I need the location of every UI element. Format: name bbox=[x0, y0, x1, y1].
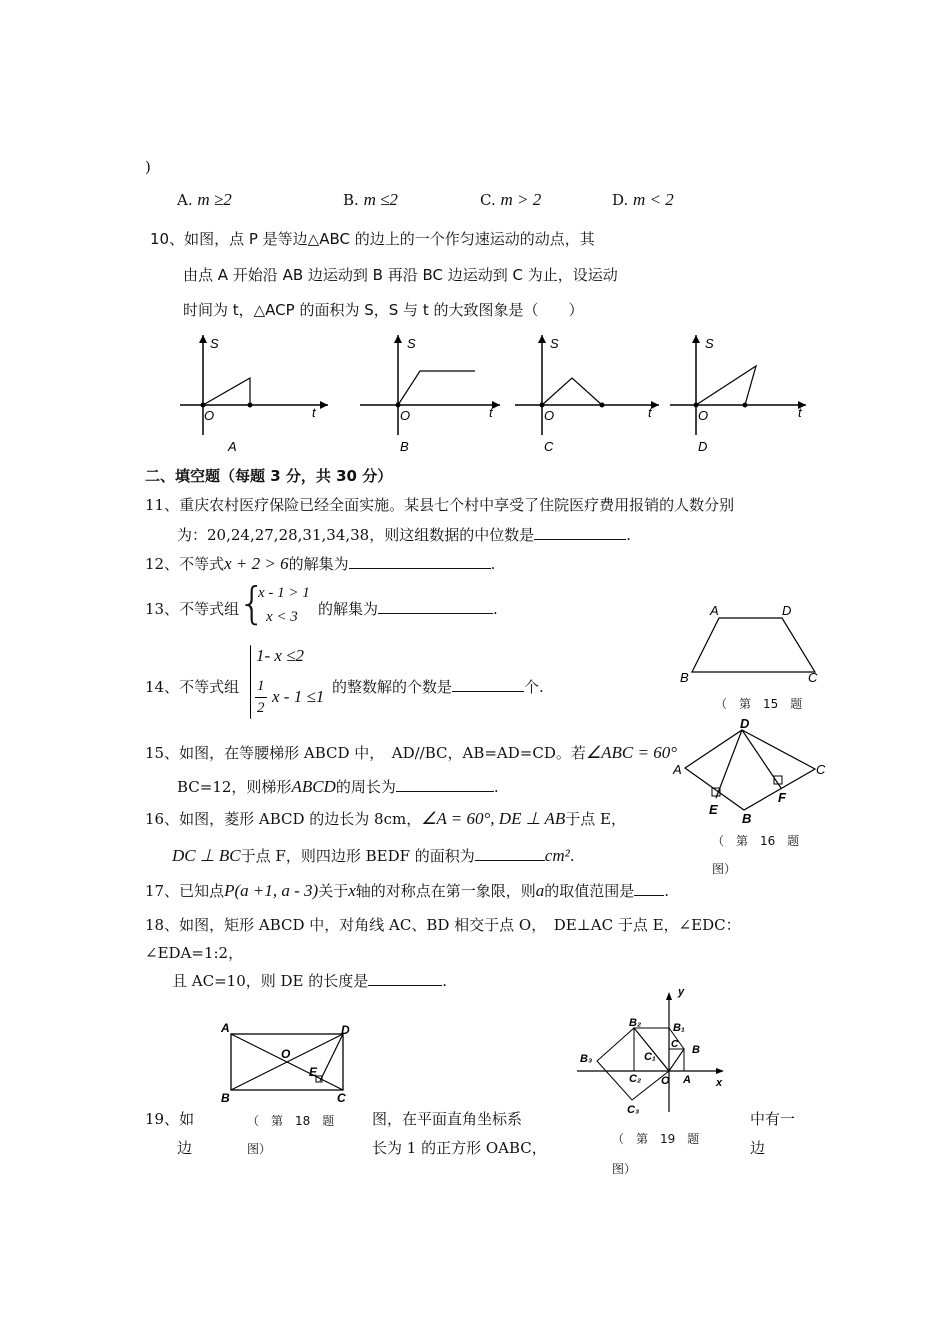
choice-label: B bbox=[400, 439, 409, 454]
svg-text:B: B bbox=[680, 670, 689, 685]
q14-row1: 1- x ≤2 bbox=[256, 646, 305, 665]
answer-blank[interactable] bbox=[396, 777, 494, 792]
caption-fig16: （ 第 16 题 bbox=[712, 834, 800, 848]
q18-line1: 18、如图，矩形 ABCD 中，对角线 AC、BD 相交于点 O， DE⊥AC 于点 E，∠EDC： bbox=[145, 916, 741, 934]
origin-label: O bbox=[698, 408, 709, 423]
q16-line1: 16、如图，菱形 ABCD 的边长为 8cm，∠A = 60°, DE ⊥ AB于点 E， bbox=[145, 809, 626, 828]
answer-blank[interactable] bbox=[534, 525, 626, 540]
q13-row2: x < 3 bbox=[266, 609, 298, 625]
svg-text:O: O bbox=[281, 1047, 291, 1061]
q12: 12、不等式x + 2 > 6的解集为 . bbox=[145, 554, 496, 573]
q17: 17、已知点P(a +1, a - 3)关于x轴的对称点在第一象限，则a的取值范围是 . bbox=[145, 881, 670, 900]
s-label: S bbox=[210, 336, 219, 351]
svg-text:D: D bbox=[782, 603, 792, 618]
svg-text:B: B bbox=[692, 1044, 700, 1056]
q10-line2: 由点 A 开始沿 AB 边运动到 B 再沿 BC 边运动到 C 为止，设运动 bbox=[183, 266, 618, 284]
graph-a bbox=[170, 330, 335, 455]
q19-c1b: 边 bbox=[177, 1139, 193, 1157]
origin-label: O bbox=[204, 408, 215, 423]
q18-line2: ∠EDA=1:2， bbox=[145, 944, 244, 962]
q13-row1: x - 1 > 1 bbox=[258, 585, 310, 601]
svg-text:O: O bbox=[661, 1075, 670, 1087]
answer-blank[interactable] bbox=[634, 881, 664, 896]
svg-text:B₁: B₁ bbox=[673, 1022, 685, 1034]
answer-blank[interactable] bbox=[349, 554, 491, 569]
caption-fig16-b: 图） bbox=[712, 862, 737, 876]
svg-text:A: A bbox=[683, 1074, 691, 1086]
figure-15 bbox=[676, 600, 821, 690]
q10-line3: 时间为 t，△ACP 的面积为 S，S 与 t 的大致图象是（ ） bbox=[183, 301, 584, 319]
graph-b bbox=[355, 330, 505, 455]
svg-text:C₃: C₃ bbox=[627, 1104, 640, 1116]
q19-c3b: 边 bbox=[750, 1139, 766, 1157]
svg-text:x: x bbox=[716, 1077, 723, 1089]
svg-text:y: y bbox=[678, 986, 685, 998]
s-label: S bbox=[550, 336, 559, 351]
svg-text:E: E bbox=[309, 1065, 318, 1079]
q13-pre: 13、不等式组 bbox=[145, 600, 240, 618]
q19-c2b: 长为 1 的正方形 OABC， bbox=[372, 1139, 547, 1157]
svg-text:C: C bbox=[671, 1039, 679, 1050]
frac-bar bbox=[255, 697, 267, 698]
s-label: S bbox=[407, 336, 416, 351]
choice-label: C bbox=[544, 439, 554, 454]
q10-line1: 10、如图，点 P 是等边△ABC 的边上的一个作匀速运动的动点，其 bbox=[150, 230, 595, 248]
svg-text:A: A bbox=[710, 603, 719, 618]
t-label: t bbox=[798, 405, 802, 420]
option-d: D. m < 2 bbox=[612, 190, 674, 209]
section-2-heading: 二、填空题（每题 3 分，共 30 分） bbox=[145, 467, 393, 485]
t-label: t bbox=[489, 405, 493, 420]
answer-blank[interactable] bbox=[368, 971, 442, 986]
answer-blank[interactable] bbox=[378, 599, 493, 614]
answer-blank[interactable] bbox=[475, 846, 545, 861]
svg-text:B₂: B₂ bbox=[629, 1017, 642, 1029]
brace: { bbox=[238, 578, 266, 629]
q15-line2: BC=12，则梯形ABCD的周长为 . bbox=[177, 777, 499, 796]
q14-pre: 14、不等式组 bbox=[145, 678, 240, 696]
q16-line2: DC ⊥ BC于点 F，则四边形 BEDF 的面积为 cm². bbox=[172, 846, 575, 865]
origin-label: O bbox=[544, 408, 555, 423]
svg-text:C: C bbox=[808, 670, 818, 685]
figure-18 bbox=[215, 1020, 355, 1105]
q18-line3: 且 AC=10，则 DE 的长度是 . bbox=[172, 972, 448, 990]
q11-line2: 为：20,24,27,28,31,34,38，则这组数据的中位数是 . bbox=[177, 526, 631, 544]
q19-c2a: 图，在平面直角坐标系 bbox=[372, 1110, 523, 1128]
svg-text:B: B bbox=[742, 811, 752, 826]
svg-text:B₃: B₃ bbox=[580, 1053, 593, 1065]
svg-text:C₂: C₂ bbox=[629, 1073, 642, 1085]
caption-fig19-b: 图） bbox=[612, 1162, 637, 1176]
option-b: B. m ≤2 bbox=[343, 190, 398, 209]
graph-c bbox=[512, 330, 662, 455]
brace bbox=[250, 645, 253, 719]
figure-16 bbox=[670, 716, 830, 826]
graph-d bbox=[668, 330, 818, 455]
svg-text:A: A bbox=[221, 1021, 230, 1035]
svg-text:C₁: C₁ bbox=[644, 1051, 656, 1063]
frac-den: 2 bbox=[257, 700, 265, 716]
svg-text:B: B bbox=[221, 1091, 230, 1105]
q11-line1: 11、重庆农村医疗保险已经全面实施。某县七个村中享受了住院医疗费用报销的人数分别 bbox=[145, 496, 735, 514]
answer-blank[interactable] bbox=[452, 677, 524, 692]
t-label: t bbox=[312, 405, 316, 420]
t-label: t bbox=[648, 405, 652, 420]
q19-c3a: 中有一 bbox=[750, 1110, 796, 1128]
svg-text:C: C bbox=[337, 1091, 346, 1105]
option-c: C. m > 2 bbox=[480, 190, 542, 209]
q19-c1a: 19、如 bbox=[145, 1110, 195, 1128]
q14-post: 的整数解的个数是 个. bbox=[332, 678, 544, 696]
svg-text:D: D bbox=[341, 1023, 350, 1037]
frac-num: 1 bbox=[257, 678, 265, 694]
q13-post: 的解集为 . bbox=[318, 600, 498, 618]
q14-row2: x - 1 ≤1 bbox=[272, 687, 325, 706]
svg-text:E: E bbox=[709, 802, 718, 817]
choice-label: D bbox=[698, 439, 708, 454]
caption-fig19: （ 第 19 题 bbox=[612, 1132, 700, 1146]
q15-line1: 15、如图，在等腰梯形 ABCD 中， AD//BC，AB=AD=CD。若∠ABC = 60° bbox=[145, 743, 677, 762]
figure-19 bbox=[572, 986, 732, 1116]
origin-label: O bbox=[400, 408, 411, 423]
caption-fig18-b: 图） bbox=[247, 1142, 272, 1156]
svg-text:A: A bbox=[673, 762, 682, 777]
caption-fig18: （ 第 18 题 bbox=[247, 1114, 335, 1128]
svg-text:C: C bbox=[816, 762, 826, 777]
choice-label: A bbox=[228, 439, 237, 454]
s-label: S bbox=[705, 336, 714, 351]
svg-text:D: D bbox=[740, 716, 750, 731]
caption-fig15: （ 第 15 题 bbox=[715, 697, 803, 711]
svg-text:F: F bbox=[778, 790, 786, 805]
continuation-paren: ) bbox=[145, 158, 151, 176]
option-a: A. m ≥2 bbox=[177, 190, 232, 209]
